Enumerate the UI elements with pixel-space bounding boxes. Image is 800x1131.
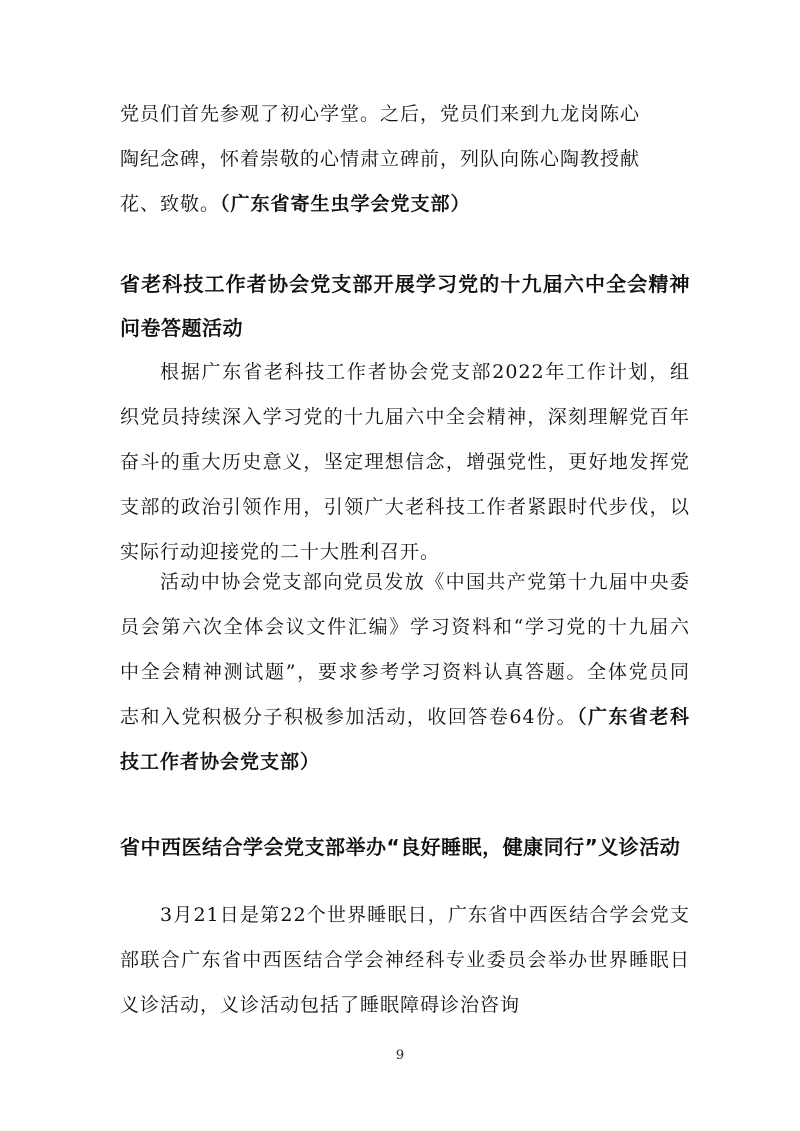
intro-source: （广东省寄生虫学会党支部） [220,193,471,215]
intro-line-3 [120,182,690,227]
intro-line-2: 陶纪念碑，怀着崇敬的心情肃立碑前，列队向陈心陶教授献 [120,148,641,170]
section-1-paragraph-1: 根据广东省老科技工作者协会党支部2022年工作计划，组织党员持续深入学习党的十九届六中全会精神，深刻理解党百年奋斗的重大历史意义，坚定理想信念，增强党性，更好地发挥党支部的政治引领作用，引领广大老科技工作者紧跟时代步伐，以实际行动迎接党的二十大胜利召开。 [120,361,690,563]
page-number: 9 [395,1048,405,1063]
section-2-paragraph-1: 3月21日是第22个世界睡眠日，广东省中西医结合学会党支部联合广东省中西医结合学会神经科专业委员会举办世界睡眠日义诊活动，义诊活动包括了睡眠障碍诊治咨询 [120,904,690,1016]
intro-line-1: 党员们首先参观了初心学堂。之后，党员们来到九龙岗陈心 [120,103,641,125]
section-1-heading: 省老科技工作者协会党支部开展学习党的十九届六中全会精神问卷答题活动 [120,272,690,340]
intro-paragraph [120,92,690,227]
section-1-paragraph-2-text: 活动中协会党支部向党员发放《中国共产党第十九届中央委员会第六次全体会议文件汇编》学习资料和“学习党的十九届六中全会精神测试题”，要求参考学习资料认真答题。全体党员同志和入党积极分子积极参加活动，收回答卷64份。 [120,571,690,728]
intro-last-line-text: 花、致敬。 [120,193,221,215]
section-2-heading: 省中西医结合学会党支部举办“良好睡眠，健康同行”义诊活动 [120,835,681,859]
section-1-paragraph-2 [120,560,690,785]
section-1-source: （广东省老科技工作者协会党支部） [120,706,690,773]
